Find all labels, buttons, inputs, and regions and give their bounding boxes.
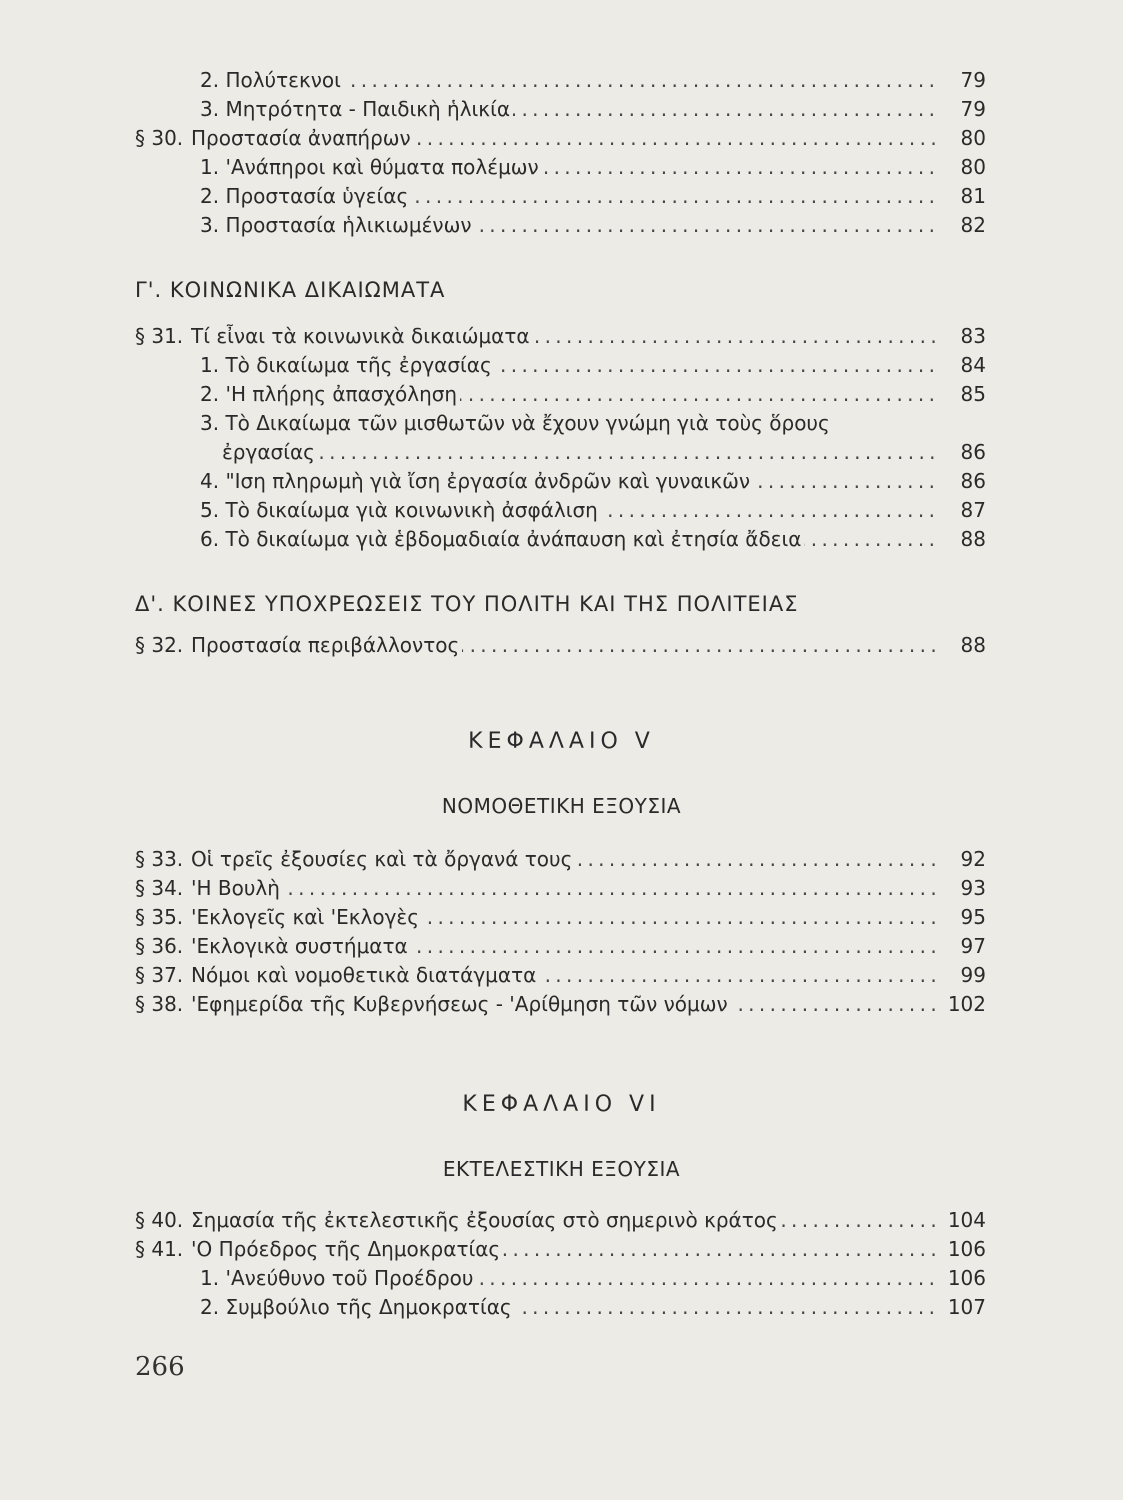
entry-title: 3. Μητρότητα - Παιδικὴ ἡλικία bbox=[200, 97, 513, 121]
page-number: 102 bbox=[947, 992, 986, 1016]
page-number: 92 bbox=[960, 847, 986, 871]
page-number: 86 bbox=[960, 440, 986, 464]
toc-entry bbox=[135, 124, 991, 152]
entry-title: 2. Συμβούλιο τῆς Δημοκρατίας bbox=[200, 1295, 515, 1319]
page-number: 82 bbox=[960, 213, 986, 237]
toc-entry bbox=[135, 1206, 991, 1234]
page-number: 99 bbox=[960, 963, 986, 987]
entry-title: Οἱ τρεῖς ἐξουσίες καὶ τὰ ὄργανά τους bbox=[191, 847, 575, 871]
entry-title: Τί εἶναι τὰ κοινωνικὰ δικαιώματα bbox=[191, 324, 533, 348]
toc-entry bbox=[135, 351, 991, 379]
toc-entry bbox=[135, 182, 991, 210]
page-number: 84 bbox=[960, 353, 986, 377]
page-number: 83 bbox=[960, 324, 986, 348]
section-number: § 40. bbox=[135, 1208, 184, 1232]
toc-entry-continuation bbox=[135, 438, 991, 466]
toc-entry bbox=[135, 409, 991, 437]
entry-title: 4. "Ιση πληρωμὴ γιὰ ἴση ἐργασία ἀνδρῶν καὶ γυναικῶν bbox=[200, 469, 753, 493]
entry-title: 'Η Βουλὴ bbox=[191, 876, 283, 900]
section-number: § 35. bbox=[135, 905, 184, 929]
section-number: § 31. bbox=[135, 324, 184, 348]
entry-title: 'Εφημερίδα τῆς Κυβερνήσεως - 'Αρίθμηση τῶν νόμων bbox=[191, 992, 731, 1016]
toc-entry bbox=[135, 380, 991, 408]
section-heading: Δ'. ΚΟΙΝΕΣ ΥΠΟΧΡΕΩΣΕΙΣ ΤΟΥ ΠΟΛΙΤΗ ΚΑΙ ΤΗΣ ΠΟΛΙΤΕΙΑΣ bbox=[135, 592, 799, 616]
page-number: 97 bbox=[960, 934, 986, 958]
toc-entry bbox=[135, 66, 991, 94]
entry-title: 'Εκλογεῖς καὶ 'Εκλογὲς bbox=[191, 905, 422, 929]
section-number: § 41. bbox=[135, 1237, 184, 1261]
folio-page-number: 266 bbox=[135, 1352, 185, 1382]
chapter-title: ΚΕΦΑΛΑΙΟ V bbox=[468, 729, 655, 754]
toc-entry bbox=[135, 211, 991, 239]
chapter-subtitle: ΝΟΜΟΘΕΤΙΚΗ ΕΞΟΥΣΙΑ bbox=[441, 794, 682, 818]
toc-entry bbox=[135, 990, 991, 1018]
entry-title: Σημασία τῆς ἐκτελεστικῆς ἐξουσίας στὸ σημερινὸ κράτος bbox=[191, 1208, 781, 1232]
page-number: 95 bbox=[960, 905, 986, 929]
entry-title: 3. Προστασία ἡλικιωμένων bbox=[200, 213, 475, 237]
page-number: 88 bbox=[960, 527, 986, 551]
section-number: § 32. bbox=[135, 633, 184, 657]
toc-entry bbox=[135, 322, 991, 350]
page-number: 88 bbox=[960, 633, 986, 657]
entry-title: 'Ο Πρόεδρος τῆς Δημοκρατίας bbox=[191, 1237, 503, 1261]
toc-entry bbox=[135, 525, 991, 553]
page-number: 79 bbox=[960, 97, 986, 121]
toc-entry bbox=[135, 153, 991, 181]
chapter-title: ΚΕΦΑΛΑΙΟ VI bbox=[462, 1092, 661, 1117]
entry-title: 2. Πολύτεκνοι bbox=[200, 68, 344, 92]
section-heading: Γ'. ΚΟΙΝΩΝΙΚΑ ΔΙΚΑΙΩΜΑΤΑ bbox=[135, 278, 446, 302]
section-number: § 36. bbox=[135, 934, 184, 958]
toc-entry bbox=[135, 467, 991, 495]
toc-entry bbox=[135, 496, 991, 524]
section-number: § 34. bbox=[135, 876, 184, 900]
entry-title: 3. Τὸ Δικαίωμα τῶν μισθωτῶν νὰ ἔχουν γνώμη γιὰ τοὺς ὅρους bbox=[200, 411, 833, 435]
toc-entry bbox=[135, 95, 991, 123]
page-number: 93 bbox=[960, 876, 986, 900]
chapter-subtitle: ΕΚΤΕΛΕΣΤΙΚΗ ΕΞΟΥΣΙΑ bbox=[442, 1157, 681, 1181]
section-number: § 30. bbox=[135, 126, 184, 150]
entry-title: 2. Προστασία ὑγείας bbox=[200, 184, 411, 208]
toc-entry bbox=[135, 845, 991, 873]
page-number: 104 bbox=[947, 1208, 986, 1232]
toc-entry bbox=[135, 932, 991, 960]
page-number: 80 bbox=[960, 126, 986, 150]
entry-title: 5. Τὸ δικαίωμα γιὰ κοινωνικὴ ἀσφάλιση bbox=[200, 498, 601, 522]
page-number: 86 bbox=[960, 469, 986, 493]
entry-title: ἐργασίας bbox=[222, 440, 318, 464]
entry-title: Προστασία περιβάλλοντος bbox=[191, 633, 462, 657]
section-number: § 37. bbox=[135, 963, 184, 987]
entry-title: 1. Τὸ δικαίωμα τῆς ἐργασίας bbox=[200, 353, 495, 377]
section-number: § 38. bbox=[135, 992, 184, 1016]
section-number: § 33. bbox=[135, 847, 184, 871]
toc-entry bbox=[135, 1264, 991, 1292]
toc-entry bbox=[135, 1235, 991, 1263]
entry-title: Νόμοι καὶ νομοθετικὰ διατάγματα bbox=[191, 963, 539, 987]
page-number: 79 bbox=[960, 68, 986, 92]
toc-entry bbox=[135, 961, 991, 989]
toc-entry bbox=[135, 631, 991, 659]
entry-title: 1. 'Ανεύθυνο τοῦ Προέδρου bbox=[200, 1266, 476, 1290]
page-number: 107 bbox=[947, 1295, 986, 1319]
page-number: 81 bbox=[960, 184, 986, 208]
toc-entry bbox=[135, 874, 991, 902]
page-number: 106 bbox=[947, 1266, 986, 1290]
page-number: 85 bbox=[960, 382, 986, 406]
entry-title: 'Εκλογικὰ συστήματα bbox=[191, 934, 411, 958]
entry-title: 1. 'Ανάπηροι καὶ θύματα πολέμων bbox=[200, 155, 542, 179]
toc-entry bbox=[135, 1293, 991, 1321]
page-number: 87 bbox=[960, 498, 986, 522]
page-number: 106 bbox=[947, 1237, 986, 1261]
entry-title: 6. Τὸ δικαίωμα γιὰ ἑβδομαδιαία ἀνάπαυση καὶ ἐτησία ἄδεια bbox=[200, 527, 804, 551]
entry-title: 2. 'Η πλήρης ἀπασχόληση bbox=[200, 382, 460, 406]
page-number: 80 bbox=[960, 155, 986, 179]
toc-entry bbox=[135, 903, 991, 931]
entry-title: Προστασία ἀναπήρων bbox=[191, 126, 414, 150]
